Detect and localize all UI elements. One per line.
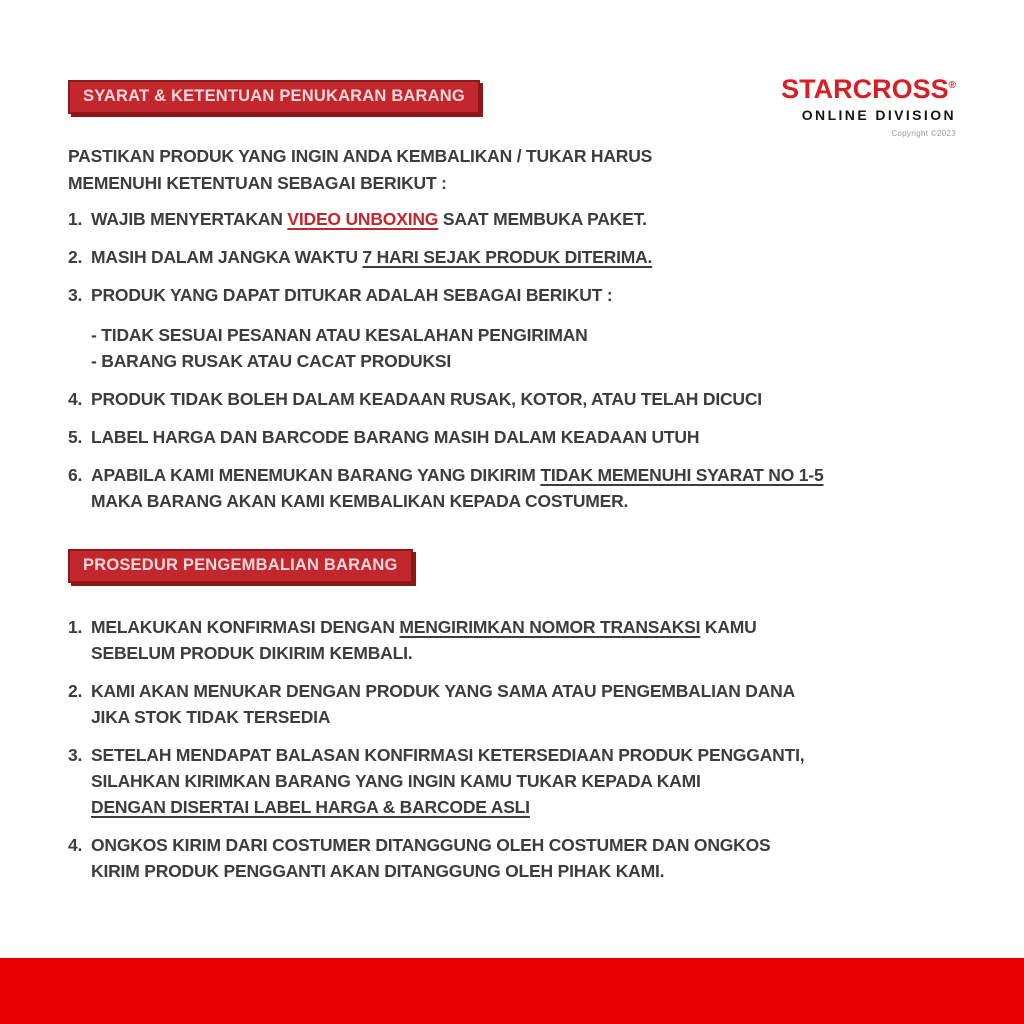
- section-title-prosedur: PROSEDUR PENGEMBALIAN BARANG: [83, 556, 398, 574]
- item-line: [91, 244, 948, 270]
- text-segment: SETELAH MENDAPAT BALASAN KONFIRMASI KETERSEDIAAN PRODUK PENGGANTI,: [91, 745, 805, 765]
- intro-line-1: PASTIKAN PRODUK YANG INGIN ANDA KEMBALIKAN / TUKAR HARUS: [68, 146, 653, 166]
- text-segment: ONGKOS KIRIM DARI COSTUMER DITANGGUNG OLEH COSTUMER DAN ONGKOS: [91, 835, 771, 855]
- item-number: 3.: [68, 285, 83, 305]
- item-line: [91, 206, 948, 232]
- text-segment: PRODUK TIDAK BOLEH DALAM KEADAAN RUSAK, KOTOR, ATAU TELAH DICUCI: [91, 389, 762, 409]
- text-segment: JIKA STOK TIDAK TERSEDIA: [91, 707, 331, 727]
- intro-text: [68, 143, 652, 197]
- section-title-syarat: SYARAT & KETENTUAN PENUKARAN BARANG: [83, 87, 465, 105]
- starcross-logo: [781, 76, 956, 103]
- text-segment: KIRIM PRODUK PENGGANTI AKAN DITANGGUNG OLEH PIHAK KAMI.: [91, 861, 665, 881]
- registered-mark-icon: ®: [948, 80, 956, 91]
- list-item: [68, 282, 948, 374]
- text-segment: SEBELUM PRODUK DIKIRIM KEMBALI.: [91, 643, 413, 663]
- item-line: [91, 348, 948, 374]
- intro-line-2: MEMENUHI KETENTUAN SEBAGAI BERIKUT :: [68, 173, 447, 193]
- item-number: 3.: [68, 745, 83, 765]
- highlighted-text: VIDEO UNBOXING: [287, 209, 439, 229]
- list-item: [68, 678, 948, 730]
- division-label: ONLINE DIVISION: [801, 107, 956, 123]
- text-segment: APABILA KAMI MENEMUKAN BARANG YANG DIKIRIM: [91, 465, 541, 485]
- item-line: [91, 794, 948, 820]
- item-line: [91, 768, 948, 794]
- item-line: [91, 424, 948, 450]
- text-segment: WAJIB MENYERTAKAN: [91, 209, 288, 229]
- item-line: [91, 704, 948, 730]
- item-line: [91, 386, 948, 412]
- list-item: [68, 742, 948, 820]
- list-item: [68, 462, 948, 514]
- item-line: [91, 640, 948, 666]
- item-line: [91, 282, 948, 308]
- item-number: 6.: [68, 465, 83, 485]
- rules-list: [68, 206, 948, 526]
- highlighted-text: DENGAN DISERTAI LABEL HARGA & BARCODE ASLI: [91, 797, 530, 817]
- list-item: [68, 386, 948, 412]
- list-item: [68, 832, 948, 884]
- list-item: [68, 206, 948, 232]
- text-segment: LABEL HARGA DAN BARCODE BARANG MASIH DALAM KEADAAN UTUH: [91, 427, 700, 447]
- footer-red-bar: [0, 958, 1024, 1024]
- logo-text: STARCROSS: [781, 74, 949, 104]
- item-line: [91, 614, 948, 640]
- highlighted-text: MENGIRIMKAN NOMOR TRANSAKSI: [399, 617, 701, 637]
- item-number: 4.: [68, 389, 83, 409]
- text-segment: SAAT MEMBUKA PAKET.: [438, 209, 647, 229]
- item-number: 1.: [68, 209, 83, 229]
- item-line: [91, 322, 948, 348]
- copyright-text: Copyright ©2023: [891, 129, 956, 138]
- list-item: [68, 424, 948, 450]
- text-segment: MASIH DALAM JANGKA WAKTU: [91, 247, 363, 267]
- section-title-badge-prosedur: [68, 549, 413, 583]
- text-segment: MELAKUKAN KONFIRMASI DENGAN: [91, 617, 400, 637]
- text-segment: - BARANG RUSAK ATAU CACAT PRODUKSI: [91, 351, 452, 371]
- highlighted-text: TIDAK MEMENUHI SYARAT NO 1-5: [540, 465, 824, 485]
- text-segment: MAKA BARANG AKAN KAMI KEMBALIKAN KEPADA COSTUMER.: [91, 491, 629, 511]
- text-segment: KAMI AKAN MENUKAR DENGAN PRODUK YANG SAMA ATAU PENGEMBALIAN DANA: [91, 681, 796, 701]
- text-segment: - TIDAK SESUAI PESANAN ATAU KESALAHAN PENGIRIMAN: [91, 325, 588, 345]
- list-item: [68, 614, 948, 666]
- item-number: 1.: [68, 617, 83, 637]
- item-line: [91, 462, 948, 488]
- item-number: 4.: [68, 835, 83, 855]
- text-segment: KAMU: [700, 617, 757, 637]
- item-line: [91, 488, 948, 514]
- item-line: [91, 678, 948, 704]
- highlighted-text: 7 HARI SEJAK PRODUK DITERIMA.: [362, 247, 653, 267]
- item-number: 2.: [68, 247, 83, 267]
- list-item: [68, 244, 948, 270]
- item-line: [91, 742, 948, 768]
- item-number: 2.: [68, 681, 83, 701]
- text-segment: PRODUK YANG DAPAT DITUKAR ADALAH SEBAGAI BERIKUT :: [91, 285, 613, 305]
- procedure-list: [68, 614, 948, 896]
- item-line: [91, 832, 948, 858]
- item-line: [91, 858, 948, 884]
- brand-block: [781, 76, 956, 138]
- item-number: 5.: [68, 427, 83, 447]
- text-segment: SILAHKAN KIRIMKAN BARANG YANG INGIN KAMU TUKAR KEPADA KAMI: [91, 771, 701, 791]
- section-title-badge-syarat: [68, 80, 480, 114]
